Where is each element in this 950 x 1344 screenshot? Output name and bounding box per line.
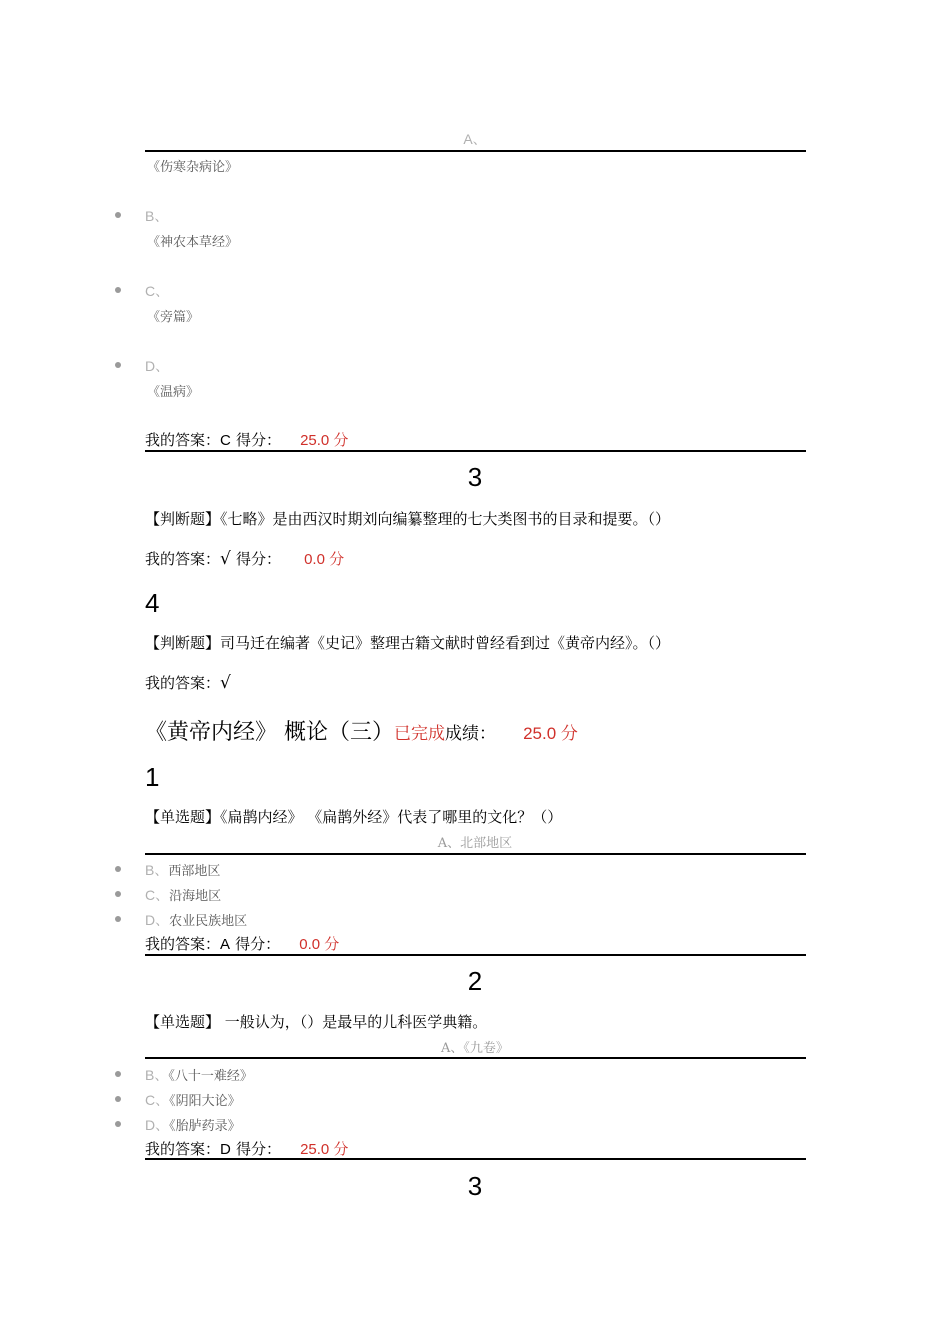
divider xyxy=(145,1057,806,1059)
score-label: 得分： xyxy=(235,1140,281,1158)
option-c-text: 《阴阳大论》 xyxy=(169,1094,241,1109)
bullet-icon xyxy=(115,866,121,872)
option-c-letter: C、 xyxy=(145,1092,170,1108)
bullet-icon xyxy=(115,212,121,218)
answer-label: 我的答案： xyxy=(145,431,221,449)
option-b-text: 西部地区 xyxy=(168,864,221,879)
score-label: 得分： xyxy=(235,935,281,953)
divider xyxy=(145,450,806,452)
bullet-icon xyxy=(115,1096,121,1102)
section-status: 已完成 xyxy=(394,724,445,744)
option-a-letter: A、 xyxy=(463,131,487,147)
score-label: 得分： xyxy=(235,550,281,568)
bullet-icon xyxy=(115,1071,121,1077)
answer-value: √ xyxy=(220,673,231,693)
section-score-value: 25.0 分 xyxy=(523,724,578,743)
option-b-letter: B、 xyxy=(145,1067,169,1083)
question-number: 2 xyxy=(467,966,483,996)
score-value: 25.0 分 xyxy=(300,1141,349,1158)
option-b xyxy=(145,860,220,880)
answer-row xyxy=(145,1138,348,1159)
option-c-text: 沿海地区 xyxy=(169,889,222,904)
option-c-letter: C、 xyxy=(145,887,170,903)
option-a: A、《九卷》 xyxy=(441,1041,509,1056)
score-value: 0.0 分 xyxy=(304,551,345,568)
answer-label: 我的答案： xyxy=(145,550,221,568)
option-b xyxy=(145,1065,253,1085)
score-label: 得分： xyxy=(235,431,281,449)
option-d-letter: D、 xyxy=(145,358,170,374)
option-c-letter: C、 xyxy=(145,283,170,299)
option-c-text: 《旁篇》 xyxy=(147,310,200,325)
option-b-letter: B、 xyxy=(145,208,169,224)
divider xyxy=(145,150,806,152)
answer-label: 我的答案： xyxy=(145,674,221,692)
divider xyxy=(145,853,806,855)
option-d-text: 《胎胪药录》 xyxy=(169,1119,241,1134)
answer-value: A xyxy=(220,936,231,953)
option-a: A、北部地区 xyxy=(437,836,513,851)
section-title: 《黄帝内经》 概论（三） xyxy=(145,720,394,745)
answer-value: D xyxy=(220,1141,231,1158)
question-number: 3 xyxy=(467,1171,483,1201)
option-b-text: 《八十一难经》 xyxy=(168,1069,253,1084)
option-d-text: 农业民族地区 xyxy=(169,914,248,929)
option-d-letter: D、 xyxy=(145,912,170,928)
bullet-icon xyxy=(115,1121,121,1127)
section-score-label: 成绩： xyxy=(445,724,496,744)
bullet-icon xyxy=(115,891,121,897)
section-header xyxy=(145,715,578,746)
option-a-text: 《伤寒杂病论》 xyxy=(147,160,239,175)
answer-value: √ xyxy=(220,549,231,569)
question-number: 3 xyxy=(467,462,483,492)
answer-label: 我的答案： xyxy=(145,1140,221,1158)
option-c xyxy=(145,885,221,905)
question-text: 【判断题】司马迁在编著《史记》整理古籍文献时曾经看到过《黄帝内经》。（） xyxy=(145,634,671,652)
question-number: 1 xyxy=(145,762,160,792)
question-number: 4 xyxy=(145,588,160,618)
answer-row xyxy=(145,933,339,954)
bullet-icon xyxy=(115,287,121,293)
question-text: 【单选题】《扁鹊内经》 《扁鹊外经》代表了哪里的文化？（） xyxy=(145,808,563,826)
option-d-text: 《温病》 xyxy=(147,385,200,400)
bullet-icon xyxy=(115,362,121,368)
score-value: 0.0 分 xyxy=(299,936,340,953)
question-text: 【单选题】 一般认为，（）是最早的儿科医学典籍。 xyxy=(145,1013,488,1031)
question-text: 【判断题】《七略》是由西汉时期刘向编纂整理的七大类图书的目录和提要。（） xyxy=(145,510,671,528)
option-d xyxy=(145,910,247,930)
answer-row xyxy=(145,548,344,569)
divider xyxy=(145,1158,806,1160)
answer-value: C xyxy=(220,432,231,449)
answer-row xyxy=(145,429,348,450)
answer-label: 我的答案： xyxy=(145,935,221,953)
option-d xyxy=(145,1115,241,1135)
bullet-icon xyxy=(115,916,121,922)
option-d-letter: D、 xyxy=(145,1117,170,1133)
option-b-text: 《神农本草经》 xyxy=(147,235,239,250)
divider xyxy=(145,954,806,956)
option-b-letter: B、 xyxy=(145,862,169,878)
score-value: 25.0 分 xyxy=(300,432,349,449)
answer-row xyxy=(145,672,231,693)
option-c xyxy=(145,1090,241,1110)
